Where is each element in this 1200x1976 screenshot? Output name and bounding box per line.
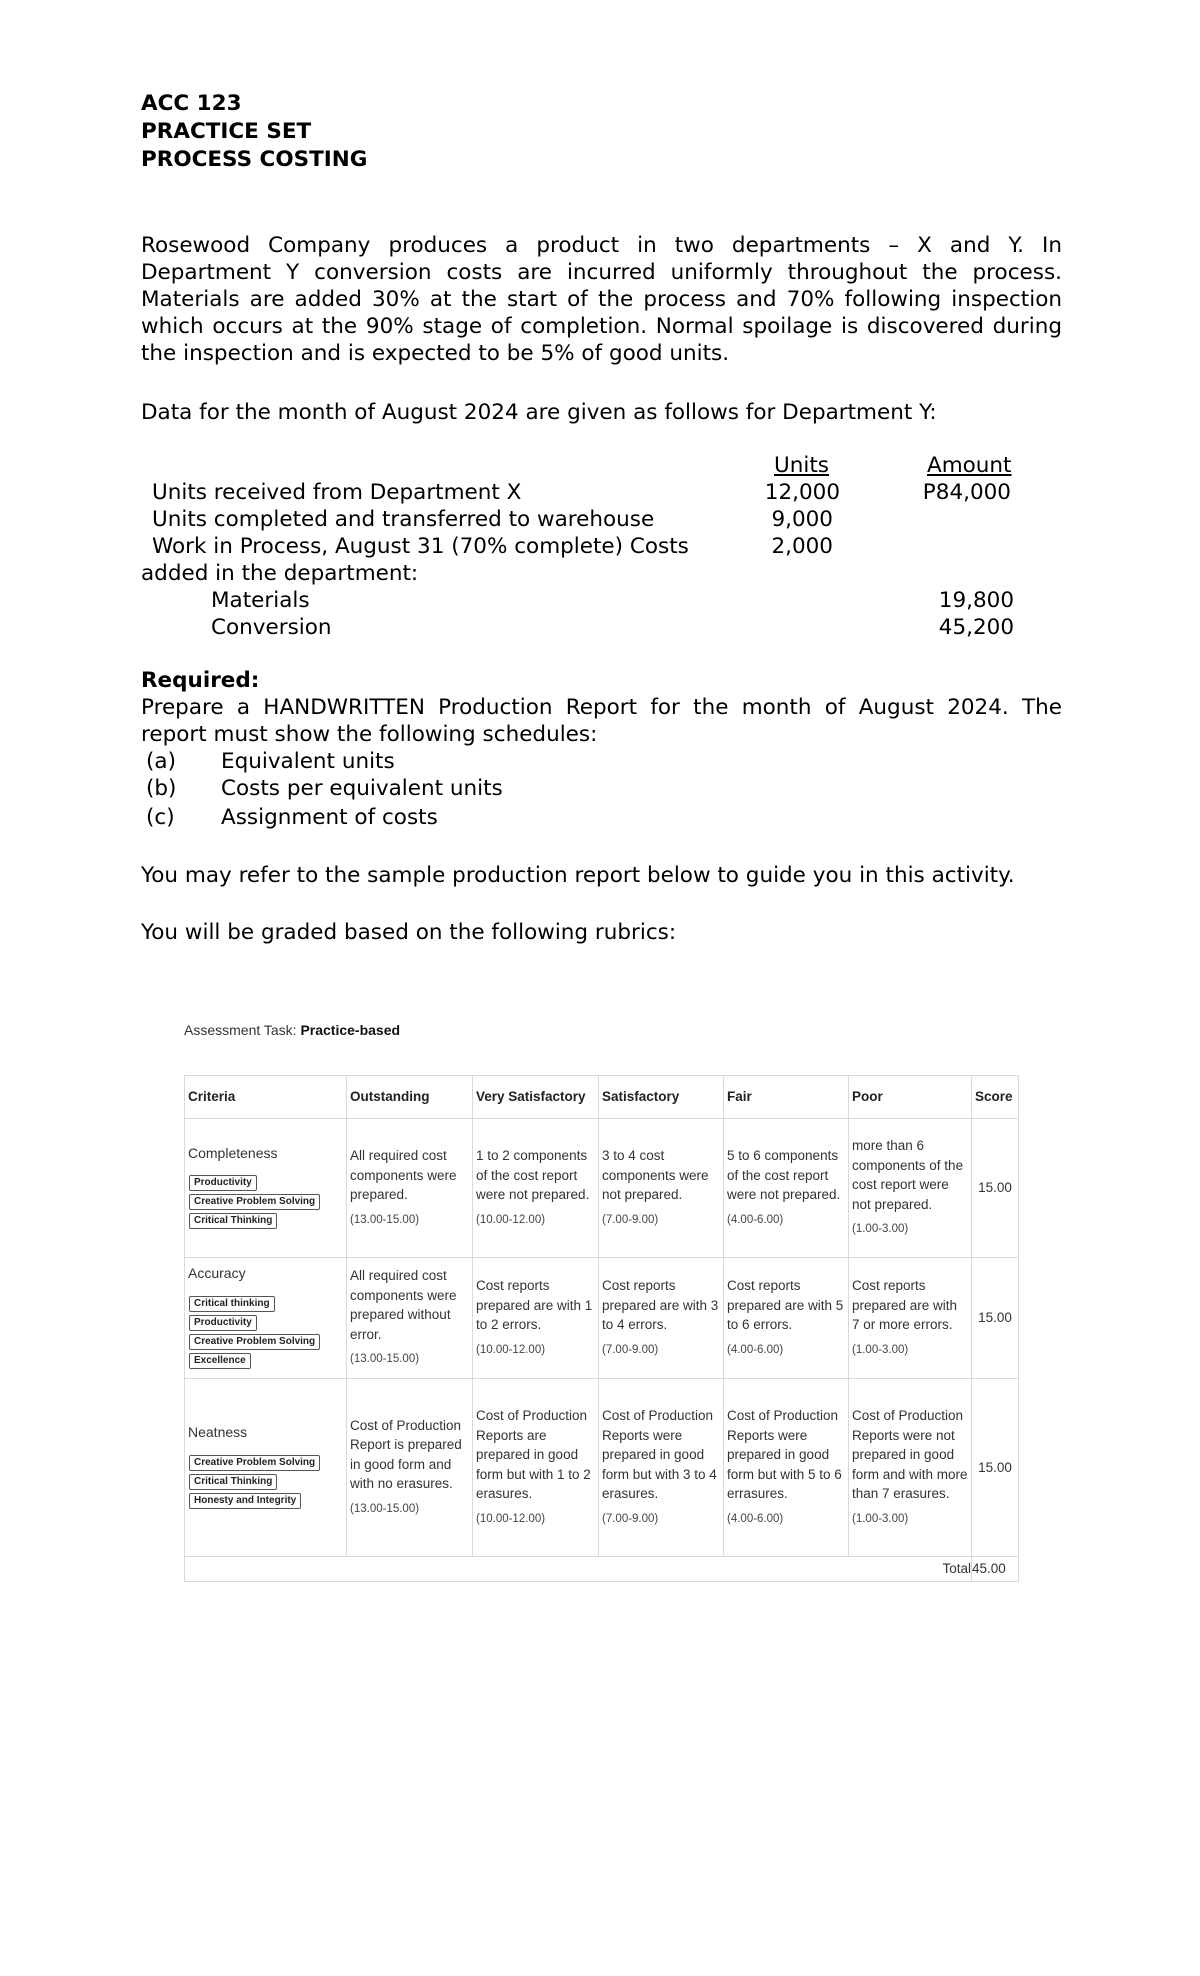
rubric-cell	[599, 1119, 724, 1258]
cell-text: Cost of Production Reports were not prepared in good form and with more than 7 erasures.	[852, 1408, 968, 1501]
rubric-row	[185, 1379, 1019, 1557]
skill-tag: Critical thinking	[189, 1296, 275, 1312]
units-column-header: Units	[774, 453, 829, 478]
score-range: (4.00-6.00)	[727, 1343, 784, 1356]
data-row-label: Materials	[211, 588, 310, 613]
cell-text: more than 6 components of the cost report were not prepared.	[852, 1138, 964, 1212]
score-range: (7.00-9.00)	[602, 1343, 659, 1356]
cell-text: Cost reports prepared are with 7 or more errors.	[852, 1278, 958, 1332]
skill-tag: Creative Problem Solving	[189, 1334, 320, 1350]
rubric-total-row	[185, 1557, 1019, 1582]
amount-column-header: Amount	[927, 453, 1012, 478]
rubric-cell	[724, 1379, 849, 1557]
data-row-units: 9,000	[771, 507, 833, 532]
rubric-row	[185, 1119, 1019, 1258]
skill-tag: Critical Thinking	[189, 1213, 277, 1229]
score-range: (1.00-3.00)	[852, 1343, 909, 1356]
score-range: (10.00-12.00)	[476, 1512, 546, 1525]
data-row-units: 2,000	[771, 534, 833, 559]
data-row-amount: 45,200	[938, 615, 1014, 640]
skill-tag: Productivity	[189, 1315, 257, 1331]
criteria-cell	[185, 1258, 347, 1379]
score-range: (1.00-3.00)	[852, 1512, 909, 1525]
topic-title: PROCESS COSTING	[141, 147, 368, 172]
cell-text: Cost of Production Reports were prepared in good form but with 5 to 6 errasures.	[727, 1408, 842, 1501]
score-range: (4.00-6.00)	[727, 1213, 784, 1226]
skill-tag: Creative Problem Solving	[189, 1455, 320, 1471]
data-row-amount: P84,000	[922, 480, 1011, 505]
data-row-label: added in the department:	[141, 561, 419, 586]
rubric-cell	[599, 1379, 724, 1557]
cell-text: 1 to 2 components of the cost report were not prepared.	[476, 1148, 590, 1202]
skill-tag: Honesty and Integrity	[189, 1493, 301, 1509]
rubric-title-prefix: Assessment Task:	[184, 1022, 301, 1038]
rubric-cell	[724, 1119, 849, 1258]
rubric-header: Outstanding	[347, 1076, 473, 1119]
rubric-header: Satisfactory	[599, 1076, 724, 1119]
cell-text: Cost of Production Report is prepared in good form and with no erasures.	[350, 1417, 462, 1492]
skill-tag: Excellence	[189, 1353, 251, 1369]
rubric-header: Very Satisfactory	[473, 1076, 599, 1119]
rubric-header-row	[185, 1076, 1019, 1119]
rubric-header: Criteria	[185, 1076, 347, 1119]
document-header	[141, 90, 367, 174]
score-cell: 15.00	[972, 1119, 1019, 1258]
rubric-header: Fair	[724, 1076, 849, 1119]
list-item: Assignment of costs	[221, 805, 438, 830]
criteria-cell	[185, 1379, 347, 1557]
rubric-row	[185, 1258, 1019, 1379]
data-row-label: Work in Process, August 31 (70% complete) Costs	[152, 534, 689, 559]
criteria-name: Accuracy	[188, 1265, 246, 1282]
score-range: (10.00-12.00)	[476, 1343, 546, 1356]
criteria-name: Neatness	[188, 1424, 248, 1441]
rubric-table	[184, 1075, 1019, 1582]
score-range: (7.00-9.00)	[602, 1213, 659, 1226]
rubric-cell	[849, 1119, 972, 1258]
data-row-label: Units received from Department X	[152, 480, 522, 505]
data-intro: Data for the month of August 2024 are given as follows for Department Y:	[141, 400, 937, 425]
cell-text: Cost of Production Reports are prepared in good form but with 1 to 2 erasures.	[476, 1408, 591, 1501]
score-range: (4.00-6.00)	[727, 1512, 784, 1525]
set-title: PRACTICE SET	[141, 119, 312, 144]
rubric-title	[184, 1022, 400, 1038]
required-text: Prepare a HANDWRITTEN Production Report for the month of August 2024. The report must show the following schedules:	[141, 695, 1062, 747]
rubric-cell	[473, 1119, 599, 1258]
cell-text: Cost of Production Reports were prepared in good form but with 3 to 4 erasures.	[602, 1408, 717, 1501]
required-heading: Required:	[141, 668, 260, 693]
rubric-cell	[473, 1258, 599, 1379]
skill-tag: Critical Thinking	[189, 1474, 277, 1490]
list-item: Costs per equivalent units	[221, 776, 503, 801]
rubric-title-bold: Practice-based	[300, 1022, 401, 1038]
rubric-cell	[849, 1258, 972, 1379]
rubric-header: Poor	[849, 1076, 972, 1119]
skill-tag: Productivity	[189, 1175, 257, 1191]
score-range: (13.00-15.00)	[350, 1353, 420, 1366]
data-row-amount: 19,800	[938, 588, 1014, 613]
data-row-units: 12,000	[764, 480, 840, 505]
score-range: (1.00-3.00)	[852, 1223, 909, 1236]
criteria-name: Completeness	[188, 1144, 278, 1161]
score-cell: 15.00	[972, 1379, 1019, 1557]
list-item: Equivalent units	[221, 749, 395, 774]
list-marker: (a)	[146, 749, 176, 774]
problem-intro: Rosewood Company produces a product in two departments – X and Y. In Department Y conversion costs are incurred uniformly throughout the process. Materials are added 30% at the start of the process and 70% following inspection which occurs at the 90% stage of completion. Normal spoilage is discovered during the inspection and is expected to be 5% of good units.	[141, 233, 1062, 366]
cell-text: 3 to 4 cost components were not prepared.	[602, 1148, 709, 1202]
data-row-label: Units completed and transferred to warehouse	[152, 507, 655, 532]
rubric-header: Score	[972, 1076, 1019, 1119]
score-range: (10.00-12.00)	[476, 1213, 546, 1226]
cell-text: 5 to 6 components of the cost report were not prepared.	[727, 1148, 841, 1202]
rubric-cell	[347, 1258, 473, 1379]
graded-text: You will be graded based on the following rubrics:	[141, 920, 677, 945]
list-marker: (b)	[146, 776, 177, 801]
rubric-cell	[849, 1379, 972, 1557]
score-range: (13.00-15.00)	[350, 1213, 420, 1226]
rubric-cell	[347, 1379, 473, 1557]
total-value: 45.00	[972, 1557, 1019, 1582]
cell-text: Cost reports prepared are with 5 to 6 errors.	[727, 1278, 844, 1332]
refer-text: You may refer to the sample production report below to guide you in this activity.	[141, 863, 1015, 888]
score-range: (7.00-9.00)	[602, 1512, 659, 1525]
cell-text: Cost reports prepared are with 1 to 2 errors.	[476, 1278, 593, 1332]
cell-text: Cost reports prepared are with 3 to 4 errors.	[602, 1278, 719, 1332]
skill-tag: Creative Problem Solving	[189, 1194, 320, 1210]
course-code: ACC 123	[141, 91, 242, 116]
rubric-cell	[473, 1379, 599, 1557]
rubric-cell	[599, 1258, 724, 1379]
rubric-cell	[347, 1119, 473, 1258]
cell-text: All required cost components were prepared without error.	[350, 1268, 457, 1342]
list-marker: (c)	[146, 805, 175, 830]
criteria-cell	[185, 1119, 347, 1258]
score-range: (13.00-15.00)	[350, 1502, 420, 1515]
total-label: Total	[185, 1557, 972, 1582]
data-row-label: Conversion	[211, 615, 332, 640]
score-cell: 15.00	[972, 1258, 1019, 1379]
rubric-cell	[724, 1258, 849, 1379]
cell-text: All required cost components were prepared.	[350, 1148, 457, 1202]
